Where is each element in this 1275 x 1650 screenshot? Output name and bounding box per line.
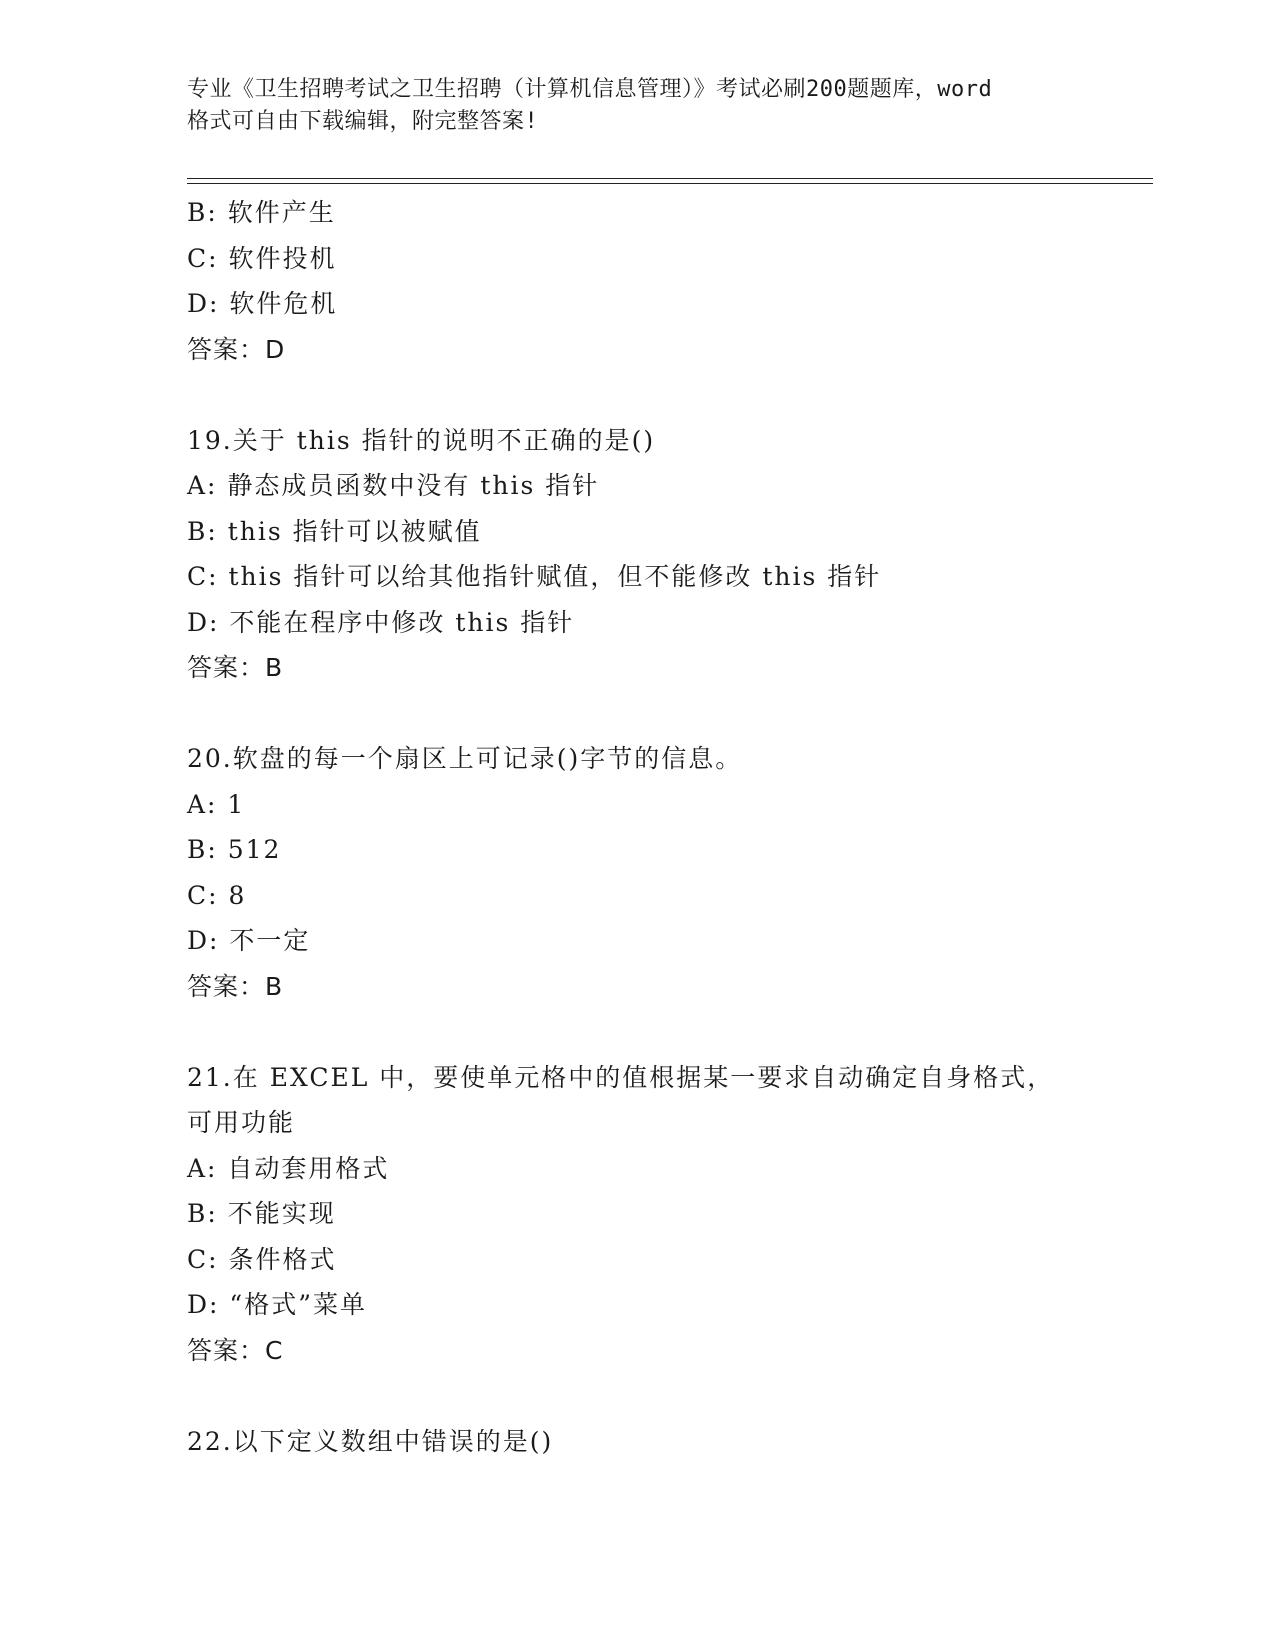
spacer [187, 691, 1147, 737]
question-19 [187, 418, 1147, 691]
spacer [187, 372, 1147, 418]
spacer [187, 1373, 1147, 1419]
header-title-line-2: 格式可自由下载编辑，附完整答案! [187, 109, 539, 134]
question-stem-line-1: 21.在 EXCEL 中，要使单元格中的值根据某一要求自动确定自身格式， [187, 1062, 1055, 1092]
header-divider-bottom [187, 183, 1153, 184]
answer-label: 答案：B [187, 653, 284, 682]
option-b: B: 软件产生 [187, 198, 336, 227]
option-c: C: 8 [187, 880, 247, 910]
spacer [187, 1009, 1147, 1055]
option-c: C: this 指针可以给其他指针赋值，但不能修改 this 指针 [187, 562, 882, 591]
header-divider-top [187, 178, 1153, 179]
option-a: A: 静态成员函数中没有 this 指针 [187, 471, 600, 500]
option-d: D: 不一定 [187, 926, 311, 955]
question-18 [187, 190, 1147, 372]
question-list [187, 190, 1147, 1464]
question-stem: 22.以下定义数组中错误的是() [187, 1426, 554, 1456]
answer-label: 答案：C [187, 1335, 284, 1365]
document-header [187, 74, 1087, 138]
option-d: D: “格式”菜单 [187, 1290, 367, 1319]
answer-label: 答案：D [187, 334, 286, 364]
option-a: A: 1 [187, 789, 246, 819]
question-21 [187, 1055, 1147, 1374]
question-stem: 19.关于 this 指针的说明不正确的是() [187, 425, 656, 455]
option-c: C: 软件投机 [187, 243, 337, 273]
option-b: B: 512 [187, 835, 282, 864]
option-d: D: 软件危机 [187, 289, 338, 318]
option-c: C: 条件格式 [187, 1244, 337, 1274]
question-stem: 20.软盘的每一个扇区上可记录()字节的信息。 [187, 744, 743, 773]
option-b: B: 不能实现 [187, 1199, 336, 1228]
question-20 [187, 736, 1147, 1009]
option-d: D: 不能在程序中修改 this 指针 [187, 607, 575, 637]
answer-label: 答案：B [187, 971, 284, 1001]
header-title-line-1: 专业《卫生招聘考试之卫生招聘（计算机信息管理）》考试必刷200题题库，word [187, 77, 993, 102]
question-22 [187, 1419, 1147, 1465]
question-stem-line-2: 可用功能 [187, 1108, 296, 1137]
option-a: A: 自动套用格式 [187, 1153, 390, 1183]
option-b: B: this 指针可以被赋值 [187, 516, 482, 546]
